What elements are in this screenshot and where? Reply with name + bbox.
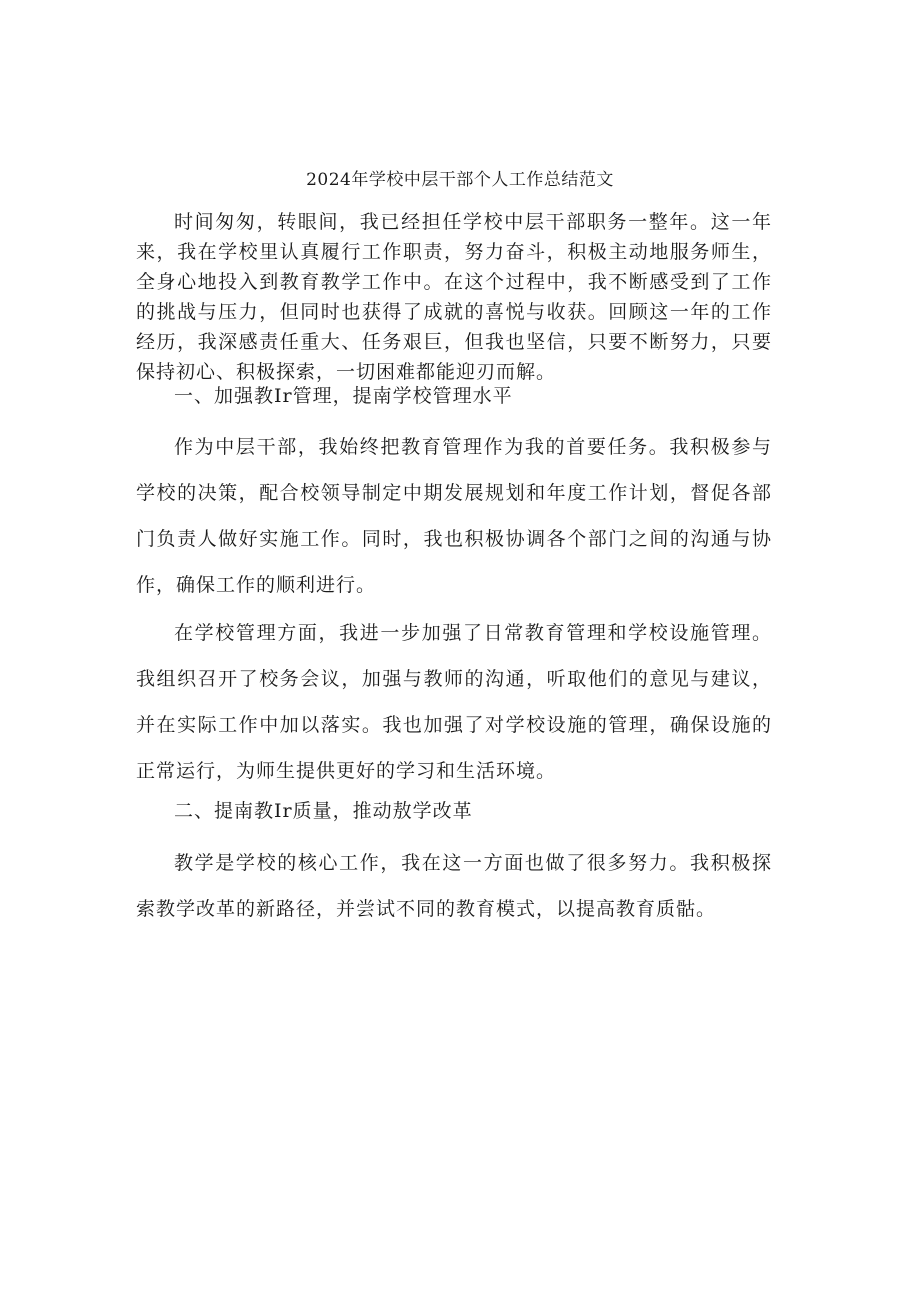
section-1-paragraph-2: 在学校管理方面，我进一步加强了日常教育管理和学校设施管理。我组织召开了校务会议，加强与教师的沟通，听取他们的意见与建议，并在实际工作中加以落实。我也加强了对学校设施的管理，确保设施的正常运行，为师生提供更好的学习和生活环境。 (136, 622, 772, 782)
section-1-paragraph-1: 作为中层干部，我始终把教育管理作为我的首要任务。我积极参与学校的决策，配合校领导制定中期发展规划和年度工作计划，督促各部门负责人做好实施工作。同时，我也积极协调各个部门之间的沟通与协作，确保工作的顺利进行。 (136, 436, 772, 596)
intro-paragraph: 时间匆匆，转眼间，我已经担任学校中层干部职务一整年。这一年来，我在学校里认真履行工作职责，努力奋斗，积极主动地服务师生，全身心地投入到教育教学工作中。在这个过程中，我不断感受到了工作的挑战与压力，但同时也获得了成就的喜悦与收获。回顾这一年的工作经历，我深感责任重大、任务艰巨，但我也坚信，只要不断努力，只要保持初心、积极探索，一切困难都能迎刃而解。 (136, 211, 772, 383)
document-title: 2024年学校中层干部个人工作总结范文 (306, 170, 614, 190)
section-1-heading: 一、加强教Ir管理，提南学校管理水平 (174, 385, 513, 407)
section-2-heading: 二、提南教Ir质量，推动敖学改革 (174, 800, 473, 822)
section-2-paragraph-1: 教学是学校的核心工作，我在这一方面也做了很多努力。我积极探索教学改革的新路径，并尝试不同的教育模式，以提高教育质骷。 (136, 852, 772, 920)
